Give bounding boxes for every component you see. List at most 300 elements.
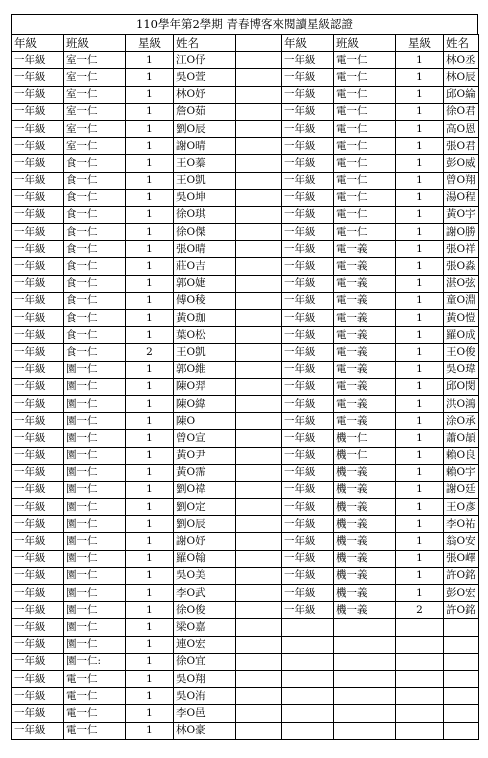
cell-star: 1 bbox=[396, 69, 444, 86]
table-row bbox=[12, 241, 479, 258]
gap-cell bbox=[236, 69, 282, 86]
cell-star: 1 bbox=[396, 395, 444, 412]
gap-cell bbox=[236, 224, 282, 241]
table-row bbox=[12, 258, 479, 275]
gap-cell bbox=[236, 292, 282, 309]
empty-cell bbox=[396, 636, 444, 653]
cell-star: 1 bbox=[396, 447, 444, 464]
cell-grade: 一年級 bbox=[282, 447, 334, 464]
table-row bbox=[12, 292, 479, 309]
cell-name: 高O恩 bbox=[444, 120, 479, 137]
cell-class: 食一仁 bbox=[64, 275, 126, 292]
cell-grade: 一年級 bbox=[282, 172, 334, 189]
table-row bbox=[12, 344, 479, 361]
cell-name: 林O豪 bbox=[174, 722, 236, 739]
cell-grade: 一年級 bbox=[282, 310, 334, 327]
cell-class: 食一仁 bbox=[64, 327, 126, 344]
table-row bbox=[12, 636, 479, 653]
cell-name: 林O辰 bbox=[444, 69, 479, 86]
cell-grade: 一年級 bbox=[12, 395, 64, 412]
cell-star: 1 bbox=[126, 688, 174, 705]
cell-name: 涂O承 bbox=[444, 413, 479, 430]
cell-grade: 一年級 bbox=[12, 310, 64, 327]
cell-name: 彭O宏 bbox=[444, 585, 479, 602]
cell-name: 賴O宇 bbox=[444, 464, 479, 481]
cell-star: 1 bbox=[396, 567, 444, 584]
cell-grade: 一年級 bbox=[282, 103, 334, 120]
empty-cell bbox=[444, 636, 479, 653]
table-row bbox=[12, 481, 479, 498]
gap-cell bbox=[236, 378, 282, 395]
cell-class: 機一義 bbox=[334, 516, 396, 533]
cell-name: 劉O定 bbox=[174, 499, 236, 516]
cell-grade: 一年級 bbox=[12, 378, 64, 395]
cell-star: 1 bbox=[126, 722, 174, 739]
cell-name: 郭O婕 bbox=[174, 275, 236, 292]
cell-name: 連O宏 bbox=[174, 636, 236, 653]
cell-grade: 一年級 bbox=[282, 292, 334, 309]
cell-star: 1 bbox=[396, 258, 444, 275]
cell-class: 園一仁 bbox=[64, 636, 126, 653]
cell-grade: 一年級 bbox=[12, 275, 64, 292]
empty-cell bbox=[334, 705, 396, 722]
cell-class: 電一義 bbox=[334, 395, 396, 412]
cell-class: 室一仁 bbox=[64, 138, 126, 155]
cell-grade: 一年級 bbox=[12, 52, 64, 69]
cell-name: 郭O維 bbox=[174, 361, 236, 378]
cell-name: 張O祥 bbox=[444, 241, 479, 258]
table-row bbox=[12, 688, 479, 705]
cell-class: 食一仁 bbox=[64, 344, 126, 361]
cell-class: 園一仁 bbox=[64, 516, 126, 533]
cell-grade: 一年級 bbox=[12, 585, 64, 602]
cell-name: 吳O美 bbox=[174, 567, 236, 584]
cell-grade: 一年級 bbox=[12, 344, 64, 361]
cell-grade: 一年級 bbox=[282, 189, 334, 206]
gap-cell bbox=[236, 585, 282, 602]
gap-cell bbox=[236, 705, 282, 722]
cell-class: 電一義 bbox=[334, 258, 396, 275]
cell-grade: 一年級 bbox=[282, 86, 334, 103]
cell-grade: 一年級 bbox=[282, 327, 334, 344]
roster-sheet bbox=[11, 14, 478, 740]
cell-class: 園一仁 bbox=[64, 361, 126, 378]
cell-star: 1 bbox=[126, 86, 174, 103]
empty-cell bbox=[444, 705, 479, 722]
cell-star: 1 bbox=[126, 189, 174, 206]
table-row bbox=[12, 327, 479, 344]
cell-class: 機一義 bbox=[334, 499, 396, 516]
table-row bbox=[12, 172, 479, 189]
cell-grade: 一年級 bbox=[282, 258, 334, 275]
cell-name: 蕭O頡 bbox=[444, 430, 479, 447]
cell-star: 1 bbox=[126, 585, 174, 602]
cell-star: 1 bbox=[396, 241, 444, 258]
cell-class: 機一義 bbox=[334, 602, 396, 619]
cell-grade: 一年級 bbox=[282, 516, 334, 533]
cell-class: 電一義 bbox=[334, 361, 396, 378]
cell-grade: 一年級 bbox=[282, 155, 334, 172]
gap-cell bbox=[236, 413, 282, 430]
cell-star: 1 bbox=[126, 516, 174, 533]
empty-cell bbox=[396, 653, 444, 670]
cell-name: 王O彥 bbox=[444, 499, 479, 516]
empty-cell bbox=[334, 688, 396, 705]
cell-name: 曾O翔 bbox=[444, 172, 479, 189]
cell-grade: 一年級 bbox=[12, 499, 64, 516]
cell-star: 1 bbox=[126, 224, 174, 241]
cell-class: 電一仁 bbox=[64, 722, 126, 739]
table-row bbox=[12, 619, 479, 636]
cell-grade: 一年級 bbox=[12, 413, 64, 430]
gap-cell bbox=[236, 688, 282, 705]
cell-grade: 一年級 bbox=[282, 120, 334, 137]
empty-cell bbox=[282, 705, 334, 722]
cell-star: 1 bbox=[126, 327, 174, 344]
cell-grade: 一年級 bbox=[12, 361, 64, 378]
header-name: 姓名 bbox=[174, 35, 236, 52]
gap-cell bbox=[236, 327, 282, 344]
table-row bbox=[12, 138, 479, 155]
cell-name: 黃O霈 bbox=[174, 464, 236, 481]
cell-name: 劉O辰 bbox=[174, 120, 236, 137]
cell-class: 機一義 bbox=[334, 533, 396, 550]
empty-cell bbox=[396, 670, 444, 687]
cell-class: 電一仁 bbox=[334, 52, 396, 69]
header-star: 星級 bbox=[396, 35, 444, 52]
cell-class: 電一仁 bbox=[334, 224, 396, 241]
cell-grade: 一年級 bbox=[12, 516, 64, 533]
cell-grade: 一年級 bbox=[12, 189, 64, 206]
cell-star: 1 bbox=[126, 258, 174, 275]
cell-class: 電一義 bbox=[334, 378, 396, 395]
cell-class: 電一仁 bbox=[334, 86, 396, 103]
cell-class: 園一仁 bbox=[64, 447, 126, 464]
cell-class: 電一仁 bbox=[334, 155, 396, 172]
cell-class: 室一仁 bbox=[64, 86, 126, 103]
cell-star: 1 bbox=[126, 69, 174, 86]
cell-grade: 一年級 bbox=[12, 155, 64, 172]
cell-star: 1 bbox=[126, 413, 174, 430]
cell-star: 1 bbox=[126, 172, 174, 189]
cell-star: 1 bbox=[396, 172, 444, 189]
cell-name: 張O晴 bbox=[174, 241, 236, 258]
table-row bbox=[12, 585, 479, 602]
cell-name: 王O俊 bbox=[444, 344, 479, 361]
cell-class: 園一仁 bbox=[64, 585, 126, 602]
cell-star: 1 bbox=[396, 499, 444, 516]
cell-star: 1 bbox=[126, 447, 174, 464]
cell-grade: 一年級 bbox=[12, 327, 64, 344]
cell-star: 1 bbox=[396, 327, 444, 344]
cell-name: 吳O翔 bbox=[174, 670, 236, 687]
table-row bbox=[12, 653, 479, 670]
gap-cell bbox=[236, 189, 282, 206]
cell-name: 劉O辰 bbox=[174, 516, 236, 533]
cell-star: 1 bbox=[396, 361, 444, 378]
table-row bbox=[12, 206, 479, 223]
cell-grade: 一年級 bbox=[12, 722, 64, 739]
cell-star: 1 bbox=[126, 361, 174, 378]
table-row bbox=[12, 567, 479, 584]
cell-star: 1 bbox=[396, 430, 444, 447]
cell-class: 食一仁 bbox=[64, 241, 126, 258]
gap-cell bbox=[236, 344, 282, 361]
cell-grade: 一年級 bbox=[282, 344, 334, 361]
gap-cell bbox=[236, 516, 282, 533]
cell-grade: 一年級 bbox=[12, 258, 64, 275]
gap-cell bbox=[236, 481, 282, 498]
cell-grade: 一年級 bbox=[12, 292, 64, 309]
cell-name: 李O邑 bbox=[174, 705, 236, 722]
empty-cell bbox=[334, 670, 396, 687]
empty-cell bbox=[444, 670, 479, 687]
cell-star: 1 bbox=[396, 516, 444, 533]
empty-cell bbox=[334, 619, 396, 636]
cell-class: 室一仁 bbox=[64, 69, 126, 86]
empty-cell bbox=[282, 619, 334, 636]
cell-class: 電一仁 bbox=[334, 138, 396, 155]
gap-cell bbox=[236, 103, 282, 120]
gap-cell bbox=[236, 653, 282, 670]
header-row bbox=[12, 35, 479, 52]
cell-star: 1 bbox=[126, 395, 174, 412]
cell-star: 1 bbox=[396, 275, 444, 292]
table-row bbox=[12, 395, 479, 412]
cell-star: 2 bbox=[396, 602, 444, 619]
cell-class: 電一義 bbox=[334, 310, 396, 327]
cell-class: 園一仁 bbox=[64, 413, 126, 430]
cell-grade: 一年級 bbox=[12, 481, 64, 498]
table-row bbox=[12, 499, 479, 516]
cell-star: 1 bbox=[396, 52, 444, 69]
cell-class: 電一仁 bbox=[334, 120, 396, 137]
gap-cell bbox=[236, 602, 282, 619]
cell-class: 園一仁 bbox=[64, 619, 126, 636]
cell-name: 曾O宣 bbox=[174, 430, 236, 447]
cell-name: 李O武 bbox=[174, 585, 236, 602]
cell-star: 1 bbox=[126, 567, 174, 584]
cell-class: 食一仁 bbox=[64, 310, 126, 327]
gap-cell bbox=[236, 172, 282, 189]
cell-star: 1 bbox=[396, 103, 444, 120]
cell-class: 食一仁 bbox=[64, 292, 126, 309]
cell-name: 黃O尹 bbox=[174, 447, 236, 464]
gap-cell bbox=[236, 241, 282, 258]
cell-name: 湯O程 bbox=[444, 189, 479, 206]
cell-grade: 一年級 bbox=[12, 619, 64, 636]
cell-class: 機一義 bbox=[334, 567, 396, 584]
cell-star: 1 bbox=[396, 138, 444, 155]
cell-star: 1 bbox=[126, 550, 174, 567]
cell-star: 1 bbox=[126, 481, 174, 498]
cell-grade: 一年級 bbox=[12, 430, 64, 447]
table-row bbox=[12, 361, 479, 378]
cell-class: 電一義 bbox=[334, 275, 396, 292]
table-row bbox=[12, 224, 479, 241]
cell-name: 彭O威 bbox=[444, 155, 479, 172]
header-class: 班級 bbox=[64, 35, 126, 52]
cell-grade: 一年級 bbox=[282, 361, 334, 378]
gap-cell bbox=[236, 52, 282, 69]
cell-name: 徐O琪 bbox=[174, 206, 236, 223]
cell-star: 1 bbox=[126, 52, 174, 69]
header-grade: 年級 bbox=[12, 35, 64, 52]
table-row bbox=[12, 447, 479, 464]
cell-class: 園一仁 bbox=[64, 481, 126, 498]
cell-class: 園一仁 bbox=[64, 567, 126, 584]
empty-cell bbox=[396, 722, 444, 739]
gap-cell bbox=[236, 310, 282, 327]
cell-grade: 一年級 bbox=[282, 550, 334, 567]
cell-class: 園一仁 bbox=[64, 533, 126, 550]
cell-grade: 一年級 bbox=[282, 206, 334, 223]
cell-name: 吳O洧 bbox=[174, 688, 236, 705]
table-row bbox=[12, 602, 479, 619]
empty-cell bbox=[282, 653, 334, 670]
cell-class: 電一仁 bbox=[334, 103, 396, 120]
cell-class: 機一義 bbox=[334, 464, 396, 481]
empty-cell bbox=[396, 619, 444, 636]
cell-star: 1 bbox=[126, 103, 174, 120]
table-row bbox=[12, 516, 479, 533]
cell-name: 徐O宜 bbox=[174, 653, 236, 670]
cell-name: 黃O珈 bbox=[174, 310, 236, 327]
cell-grade: 一年級 bbox=[282, 378, 334, 395]
cell-class: 電一仁 bbox=[64, 705, 126, 722]
cell-grade: 一年級 bbox=[12, 241, 64, 258]
cell-grade: 一年級 bbox=[282, 275, 334, 292]
cell-name: 張O君 bbox=[444, 138, 479, 155]
table-row bbox=[12, 533, 479, 550]
cell-star: 1 bbox=[396, 292, 444, 309]
cell-star: 1 bbox=[126, 275, 174, 292]
roster-table bbox=[11, 34, 479, 740]
cell-star: 1 bbox=[126, 619, 174, 636]
gap-cell bbox=[236, 447, 282, 464]
cell-name: 許O銘 bbox=[444, 602, 479, 619]
gap-cell bbox=[236, 722, 282, 739]
cell-name: 謝O廷 bbox=[444, 481, 479, 498]
cell-name: 林O丞 bbox=[444, 52, 479, 69]
cell-name: 林O妤 bbox=[174, 86, 236, 103]
cell-class: 食一仁 bbox=[64, 258, 126, 275]
cell-class: 室一仁 bbox=[64, 52, 126, 69]
cell-star: 1 bbox=[396, 224, 444, 241]
cell-star: 1 bbox=[126, 155, 174, 172]
gap-cell bbox=[236, 619, 282, 636]
cell-star: 1 bbox=[126, 670, 174, 687]
cell-grade: 一年級 bbox=[282, 224, 334, 241]
cell-name: 羅O翰 bbox=[174, 550, 236, 567]
cell-class: 機一仁 bbox=[334, 430, 396, 447]
cell-star: 1 bbox=[126, 292, 174, 309]
cell-star: 1 bbox=[396, 550, 444, 567]
empty-cell bbox=[282, 636, 334, 653]
cell-class: 園一仁 bbox=[64, 464, 126, 481]
cell-grade: 一年級 bbox=[282, 602, 334, 619]
cell-grade: 一年級 bbox=[12, 705, 64, 722]
cell-class: 園一仁 bbox=[64, 430, 126, 447]
cell-name: 吳O坤 bbox=[174, 189, 236, 206]
cell-class: 食一仁 bbox=[64, 224, 126, 241]
cell-class: 電一仁 bbox=[64, 688, 126, 705]
cell-star: 1 bbox=[396, 533, 444, 550]
cell-name: 陳O bbox=[174, 413, 236, 430]
cell-star: 1 bbox=[396, 120, 444, 137]
cell-star: 1 bbox=[396, 481, 444, 498]
cell-class: 電一仁 bbox=[334, 206, 396, 223]
cell-star: 1 bbox=[126, 602, 174, 619]
cell-grade: 一年級 bbox=[12, 86, 64, 103]
gap-cell bbox=[236, 138, 282, 155]
cell-name: 黃O愷 bbox=[444, 310, 479, 327]
cell-grade: 一年級 bbox=[12, 447, 64, 464]
cell-star: 1 bbox=[126, 533, 174, 550]
table-row bbox=[12, 670, 479, 687]
sheet-title: 110學年第2學期 青春博客來閱讀星級認證 bbox=[11, 14, 478, 34]
cell-grade: 一年級 bbox=[282, 481, 334, 498]
gap-cell bbox=[236, 567, 282, 584]
gap-cell bbox=[236, 550, 282, 567]
cell-star: 1 bbox=[126, 705, 174, 722]
table-row bbox=[12, 52, 479, 69]
header-grade: 年級 bbox=[282, 35, 334, 52]
gap-cell bbox=[236, 430, 282, 447]
cell-name: 王O凱 bbox=[174, 344, 236, 361]
empty-cell bbox=[444, 653, 479, 670]
cell-star: 1 bbox=[126, 464, 174, 481]
cell-name: 賴O良 bbox=[444, 447, 479, 464]
gap-cell bbox=[236, 533, 282, 550]
cell-star: 1 bbox=[126, 378, 174, 395]
cell-class: 電一義 bbox=[334, 413, 396, 430]
empty-cell bbox=[282, 688, 334, 705]
gap-cell bbox=[236, 86, 282, 103]
cell-class: 電一仁 bbox=[334, 69, 396, 86]
cell-name: 傅O稜 bbox=[174, 292, 236, 309]
gap-cell bbox=[236, 636, 282, 653]
table-row bbox=[12, 722, 479, 739]
gap-cell bbox=[236, 670, 282, 687]
cell-grade: 一年級 bbox=[282, 69, 334, 86]
cell-star: 1 bbox=[126, 138, 174, 155]
cell-name: 王O蓁 bbox=[174, 155, 236, 172]
cell-grade: 一年級 bbox=[12, 172, 64, 189]
gap-cell bbox=[236, 258, 282, 275]
cell-star: 1 bbox=[126, 653, 174, 670]
cell-star: 1 bbox=[396, 413, 444, 430]
cell-grade: 一年級 bbox=[12, 602, 64, 619]
cell-star: 1 bbox=[396, 344, 444, 361]
cell-grade: 一年級 bbox=[12, 206, 64, 223]
cell-star: 1 bbox=[126, 636, 174, 653]
cell-name: 謝O妤 bbox=[174, 533, 236, 550]
empty-cell bbox=[282, 670, 334, 687]
table-row bbox=[12, 120, 479, 137]
cell-name: 徐O俊 bbox=[174, 602, 236, 619]
cell-name: 詹O茹 bbox=[174, 103, 236, 120]
cell-grade: 一年級 bbox=[282, 499, 334, 516]
cell-class: 食一仁 bbox=[64, 189, 126, 206]
gap-cell bbox=[236, 206, 282, 223]
gap-cell bbox=[236, 155, 282, 172]
cell-star: 1 bbox=[396, 206, 444, 223]
cell-class: 電一義 bbox=[334, 292, 396, 309]
cell-name: 江O伃 bbox=[174, 52, 236, 69]
cell-grade: 一年級 bbox=[282, 430, 334, 447]
header-class: 班級 bbox=[334, 35, 396, 52]
